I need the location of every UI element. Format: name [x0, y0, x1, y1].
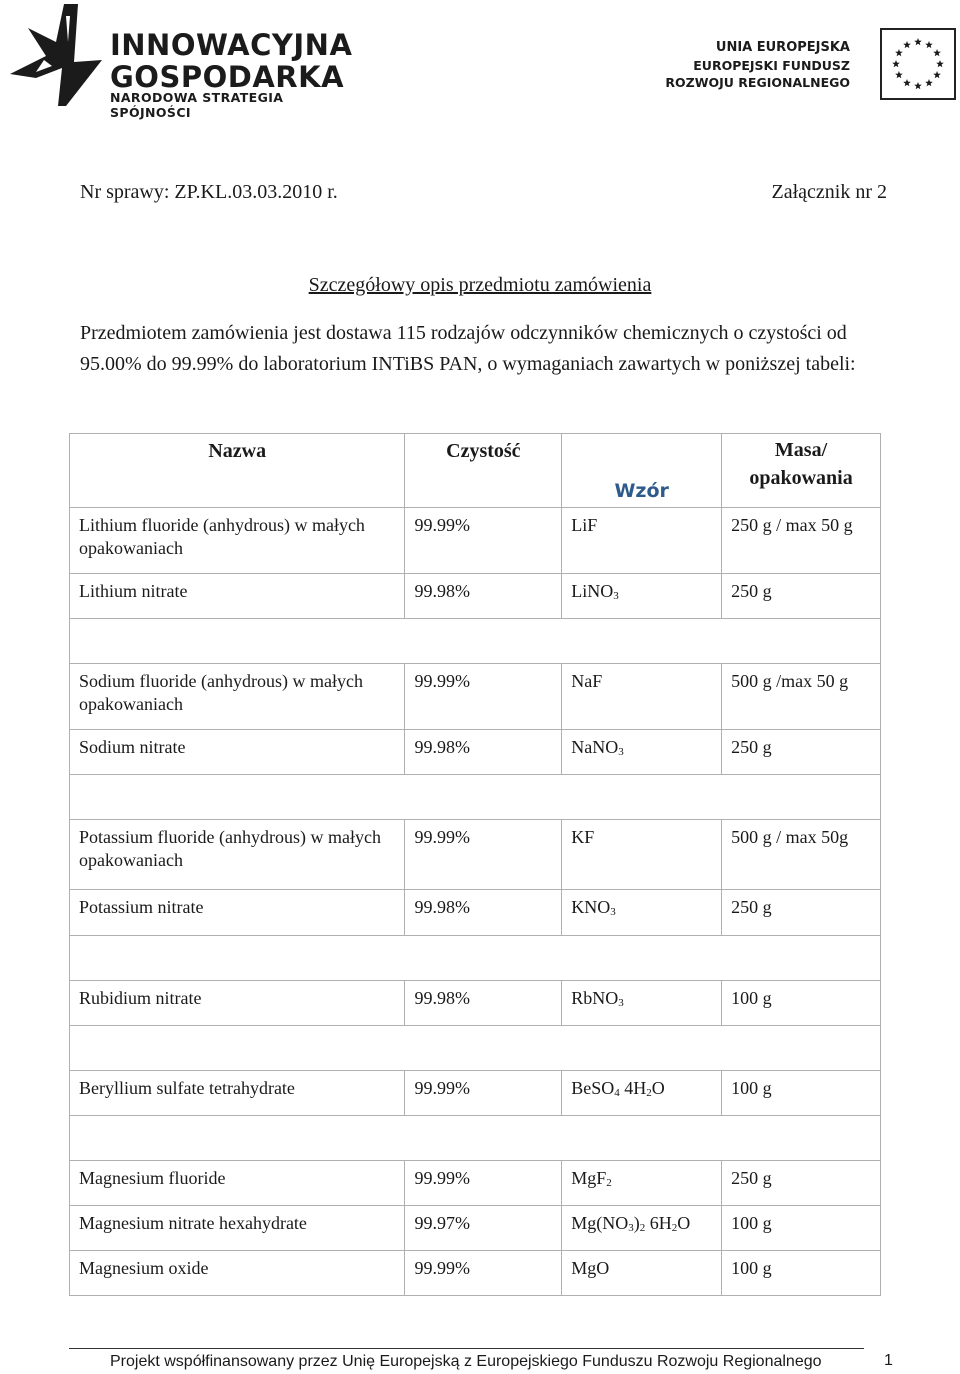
reagent-purity-cell [405, 1205, 562, 1250]
reagent-mass: 250 g / max 50 g [731, 515, 853, 536]
reagent-mass-cell [722, 1250, 881, 1295]
footer-divider [69, 1348, 864, 1349]
reagent-formula-cell [562, 1070, 722, 1115]
reagent-purity: 99.98% [414, 581, 470, 602]
formula-part: LiF [571, 515, 598, 536]
reagent-formula [562, 981, 721, 1021]
reagent-purity: 99.99% [414, 1077, 470, 1098]
formula-subscript: 3 [618, 996, 624, 1009]
document-title: Szczegółowy opis przedmiotu zamówienia [308, 274, 652, 296]
reagent-purity: 99.98% [414, 987, 470, 1008]
reagent-formula-cell [562, 508, 722, 574]
reagent-formula [562, 574, 721, 614]
eu-star [914, 38, 922, 45]
reagent-mass-cell [722, 1160, 881, 1205]
eu-star [925, 41, 933, 48]
reagent-formula [562, 890, 721, 930]
reagent-formula [562, 820, 721, 855]
eu-star [895, 49, 903, 56]
reagent-formula [562, 1161, 721, 1201]
header-name: Nazwa [208, 440, 267, 462]
annex-label: Załącznik nr 2 [771, 181, 887, 203]
formula-part: LiNO [571, 581, 614, 602]
eu-star [903, 41, 911, 48]
reagent-purity-cell [405, 1250, 562, 1295]
formula-subscript: 3 [628, 1221, 634, 1234]
table-row [70, 1160, 881, 1205]
spacer-cell [70, 935, 881, 980]
formula-part: RbNO [571, 987, 619, 1008]
reagent-purity-cell [405, 1070, 562, 1115]
reagent-purity: 99.99% [414, 515, 470, 536]
formula-part: KNO [571, 897, 611, 918]
reagent-purity: 99.99% [414, 1167, 470, 1188]
reagent-mass: 100 g [731, 1077, 772, 1098]
formula-part: ) [633, 1212, 640, 1233]
formula-subscript: 3 [613, 590, 619, 603]
reagent-purity: 99.99% [414, 671, 470, 692]
eu-line-1: UNIA EUROPEJSKA [715, 40, 850, 55]
eu-star [936, 60, 944, 67]
reagent-purity: 99.97% [414, 1212, 470, 1233]
reagent-formula [562, 664, 721, 699]
reagent-formula-cell [562, 730, 722, 775]
formula-part: MgF [571, 1167, 607, 1188]
reagent-mass: 100 g [731, 987, 772, 1008]
reagent-name: Potassium fluoride (anhydrous) w małych opakowaniach [79, 827, 381, 871]
reagent-mass-cell [722, 730, 881, 775]
reagent-name-cell [70, 664, 405, 730]
eu-logo [660, 28, 960, 104]
reagent-mass: 100 g [731, 1212, 772, 1233]
formula-part: NaNO [571, 737, 619, 758]
reagent-formula-cell [562, 1205, 722, 1250]
footer-text: Projekt współfinansowany przez Unię Europejską z Europejskiego Funduszu Rozwoju Regionalnego [110, 1353, 822, 1370]
eu-star [933, 71, 941, 78]
reagent-name-cell [70, 1250, 405, 1295]
reagent-mass-cell [722, 1070, 881, 1115]
spacer-cell [70, 775, 881, 820]
reagent-purity: 99.99% [414, 1257, 470, 1278]
reagent-mass: 250 g [731, 737, 772, 758]
formula-subscript: 3 [618, 746, 624, 759]
eu-line-2: EUROPEJSKI FUNDUSZ [693, 58, 850, 73]
formula-subscript: 2 [606, 1176, 612, 1189]
header-formula: Wzór [614, 480, 669, 503]
reagent-formula-cell [562, 1160, 722, 1205]
reagent-name-cell [70, 820, 405, 890]
reagent-mass-cell [722, 1205, 881, 1250]
formula-subscript: 3 [610, 906, 616, 919]
formula-subscript: 2 [671, 1221, 678, 1234]
reagent-mass: 250 g [731, 581, 772, 602]
spacer-cell [70, 1115, 881, 1160]
reagent-name-cell [70, 1205, 405, 1250]
reagent-formula [562, 1251, 721, 1286]
reagent-purity-cell [405, 980, 562, 1025]
reagent-purity-cell [405, 820, 562, 890]
reagent-name: Beryllium sulfate tetrahydrate [79, 1077, 295, 1098]
reagent-name-cell [70, 980, 405, 1025]
table-spacer-row [70, 1115, 881, 1160]
reagent-name-cell [70, 730, 405, 775]
reagent-purity: 99.98% [414, 737, 470, 758]
reagent-purity: 99.98% [414, 897, 470, 918]
reagent-formula [562, 730, 721, 770]
table-row [70, 1070, 881, 1115]
logo-star-icon [6, 2, 102, 106]
eu-star [914, 82, 922, 89]
table-row [70, 1250, 881, 1295]
eu-flag-icon [880, 28, 956, 100]
reagent-mass-cell [722, 574, 881, 619]
formula-subscript: 2 [639, 1221, 646, 1234]
reagent-name: Lithium nitrate [79, 581, 188, 602]
intro-paragraph: Przedmiotem zamówienia jest dostawa 115 rodzajów odczynników chemicznych o czystości od 95.00% do 99.99% do laboratorium INTiBS PAN, o wymaganiach zawartych w poniższej tabeli: [80, 322, 856, 375]
reagent-formula [562, 1071, 721, 1111]
reagent-purity-cell [405, 508, 562, 574]
reagent-formula-cell [562, 1250, 722, 1295]
spacer-cell [70, 1025, 881, 1070]
formula-subscript: 2 [646, 1086, 652, 1099]
reagent-formula-cell [562, 664, 722, 730]
innowacyjna-gospodarka-logo [6, 2, 353, 120]
formula-part: Mg(NO [571, 1212, 629, 1233]
table-spacer-row [70, 1025, 881, 1070]
case-number: Nr sprawy: ZP.KL.03.03.2010 r. [80, 181, 338, 203]
eu-star [903, 79, 911, 86]
logo-line-1: INNOWACYJNA [110, 28, 353, 62]
eu-star [933, 49, 941, 56]
formula-part: O [677, 1212, 691, 1233]
reagent-purity-cell [405, 890, 562, 935]
logo-line-3: NARODOWA STRATEGIA SPÓJNOŚCI [110, 90, 284, 120]
table-row [70, 508, 881, 574]
reagent-name-cell [70, 890, 405, 935]
reagent-purity-cell [405, 1160, 562, 1205]
reagent-mass-cell [722, 820, 881, 890]
reagent-name: Magnesium fluoride [79, 1167, 226, 1188]
reagent-mass: 500 g / max 50g [731, 827, 849, 848]
reagents-table [69, 433, 881, 1296]
reagent-mass-cell [722, 890, 881, 935]
formula-subscript: 4 [614, 1086, 620, 1099]
table-spacer-row [70, 935, 881, 980]
header-purity: Czystość [446, 440, 521, 462]
table-spacer-row [70, 619, 881, 664]
reagent-name-cell [70, 508, 405, 574]
reagent-name: Magnesium oxide [79, 1257, 209, 1278]
reagent-formula [562, 508, 721, 543]
reagent-name: Lithium fluoride (anhydrous) w małych opakowaniach [79, 515, 365, 559]
reagent-purity-cell [405, 574, 562, 619]
formula-part: BeSO [571, 1077, 615, 1098]
table-row [70, 1205, 881, 1250]
page-number: 1 [884, 1352, 893, 1369]
table-spacer-row [70, 775, 881, 820]
eu-line-3: ROZWOJU REGIONALNEGO [665, 75, 850, 90]
reagent-name-cell [70, 1070, 405, 1115]
table-header-row [70, 434, 881, 508]
eu-star [892, 60, 900, 67]
reagent-formula-cell [562, 890, 722, 935]
header-mass-cell [722, 434, 881, 508]
reagents-table-body [70, 434, 881, 1296]
reagent-name: Sodium fluoride (anhydrous) w małych opakowaniach [79, 671, 363, 715]
reagent-formula-cell [562, 980, 722, 1025]
formula-part: 6H [645, 1212, 672, 1233]
reagent-formula-cell [562, 820, 722, 890]
header-name-cell [70, 434, 405, 508]
formula-part: O [651, 1077, 665, 1098]
reagent-mass-cell [722, 980, 881, 1025]
table-row [70, 664, 881, 730]
reagent-formula [562, 1206, 721, 1246]
reagent-purity: 99.99% [414, 827, 470, 848]
formula-part: NaF [571, 671, 603, 692]
reagent-name-cell [70, 574, 405, 619]
eu-star [895, 71, 903, 78]
reagent-name: Rubidium nitrate [79, 987, 202, 1008]
reagent-name: Potassium nitrate [79, 897, 204, 918]
table-row [70, 890, 881, 935]
reagent-mass: 250 g [731, 1167, 772, 1188]
reagent-formula-cell [562, 574, 722, 619]
header-purity-cell [405, 434, 562, 508]
header-mass: Masa/ opakowania [749, 439, 853, 489]
reagent-name: Sodium nitrate [79, 737, 186, 758]
header-formula-cell [562, 434, 722, 508]
table-row [70, 980, 881, 1025]
formula-part: 4H [619, 1077, 647, 1098]
reagent-mass: 250 g [731, 897, 772, 918]
reagent-name-cell [70, 1160, 405, 1205]
formula-part: KF [571, 827, 595, 848]
logo-line-2: GOSPODARKA [110, 60, 345, 94]
formula-part: MgO [571, 1257, 610, 1278]
eu-star [925, 79, 933, 86]
reagent-mass: 100 g [731, 1257, 772, 1278]
table-row [70, 730, 881, 775]
reagent-name: Magnesium nitrate hexahydrate [79, 1212, 307, 1233]
reagent-purity-cell [405, 664, 562, 730]
reagent-mass-cell [722, 508, 881, 574]
eu-stars-icon [882, 30, 954, 98]
reagent-mass-cell [722, 664, 881, 730]
table-row [70, 574, 881, 619]
reagent-purity-cell [405, 730, 562, 775]
reagent-mass: 500 g /max 50 g [731, 671, 849, 692]
spacer-cell [70, 619, 881, 664]
table-row [70, 820, 881, 890]
